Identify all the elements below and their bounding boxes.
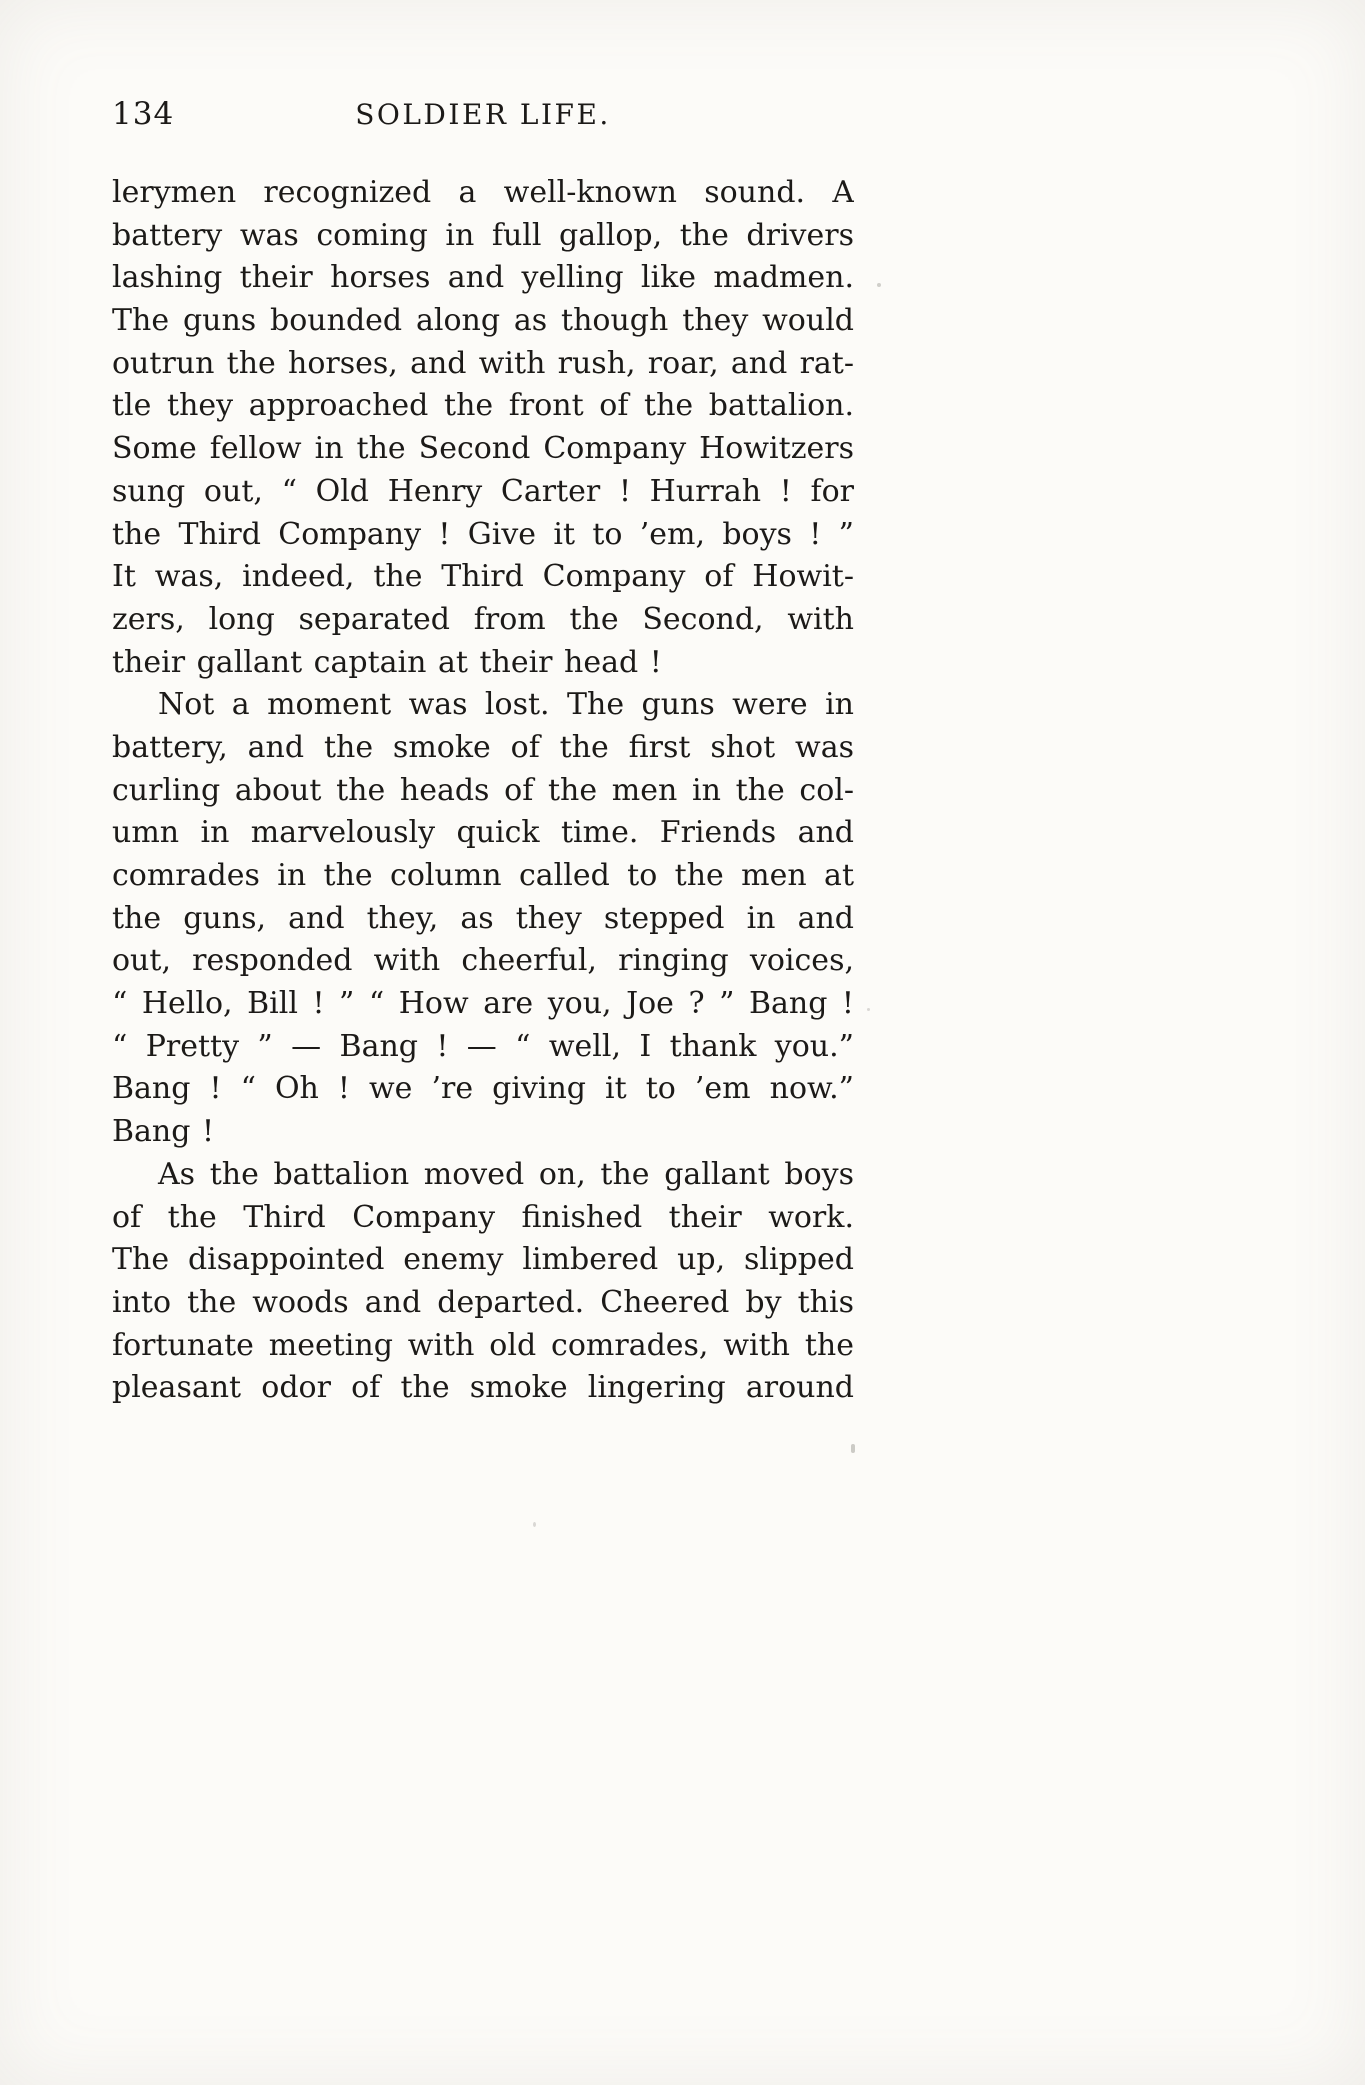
text-line: umn in marvelously quick time. Friends and bbox=[112, 815, 854, 851]
text-line: Bang ! bbox=[112, 1114, 215, 1150]
text-line: lashing their horses and yelling like madmen. bbox=[112, 260, 854, 296]
text-line: curling about the heads of the men in the col- bbox=[112, 772, 854, 808]
text-line: tle they approached the front of the battalion. bbox=[112, 388, 854, 424]
text-line: The disappointed enemy limbered up, slipped bbox=[112, 1242, 854, 1278]
text-line: their gallant captain at their head ! bbox=[112, 644, 662, 680]
text-line: the Third Company ! Give it to ’em, boys ! ” bbox=[112, 516, 854, 552]
scan-speck bbox=[533, 1522, 536, 1527]
text-line: fortunate meeting with old comrades, with the bbox=[112, 1327, 854, 1363]
scan-speck bbox=[867, 1008, 870, 1011]
running-header: SOLDIER LIFE. bbox=[355, 98, 611, 131]
text-line: “ Pretty ” — Bang ! — “ well, I thank you.” bbox=[112, 1028, 854, 1064]
text-line: of the Third Company finished their work. bbox=[112, 1199, 854, 1235]
text-line: “ Hello, Bill ! ” “ How are you, Joe ? ” Bang ! bbox=[112, 986, 854, 1022]
text-line: sung out, “ Old Henry Carter ! Hurrah ! for bbox=[112, 473, 854, 509]
page-number: 134 bbox=[112, 96, 175, 132]
text-block bbox=[112, 96, 854, 1410]
page-header bbox=[112, 96, 854, 142]
page-body bbox=[112, 172, 854, 1410]
text-line: Some fellow in the Second Company Howitzers bbox=[112, 431, 854, 467]
text-line: battery was coming in full gallop, the drivers bbox=[112, 217, 854, 253]
text-line: Bang ! “ Oh ! we ’re giving it to ’em now.” bbox=[112, 1071, 854, 1107]
text-line: zers, long separated from the Second, with bbox=[112, 601, 854, 637]
text-line: battery, and the smoke of the first shot was bbox=[112, 729, 854, 765]
text-line: lerymen recognized a well-known sound. A bbox=[112, 175, 854, 210]
text-line: pleasant odor of the smoke lingering around bbox=[112, 1370, 854, 1406]
text-line: It was, indeed, the Third Company of Howit- bbox=[112, 559, 854, 595]
text-line: outrun the horses, and with rush, roar, and rat- bbox=[112, 345, 854, 381]
scan-speck bbox=[877, 283, 881, 287]
text-line: Not a moment was lost. The guns were in bbox=[158, 687, 854, 723]
text-line: into the woods and departed. Cheered by this bbox=[112, 1284, 854, 1320]
text-line: the guns, and they, as they stepped in and bbox=[112, 900, 854, 936]
text-line: The guns bounded along as though they would bbox=[112, 303, 854, 339]
text-line: comrades in the column called to the men at bbox=[112, 858, 854, 893]
text-line: out, responded with cheerful, ringing voices, bbox=[112, 943, 854, 979]
scan-speck bbox=[851, 1444, 855, 1453]
text-line: As the battalion moved on, the gallant boys bbox=[158, 1156, 854, 1192]
